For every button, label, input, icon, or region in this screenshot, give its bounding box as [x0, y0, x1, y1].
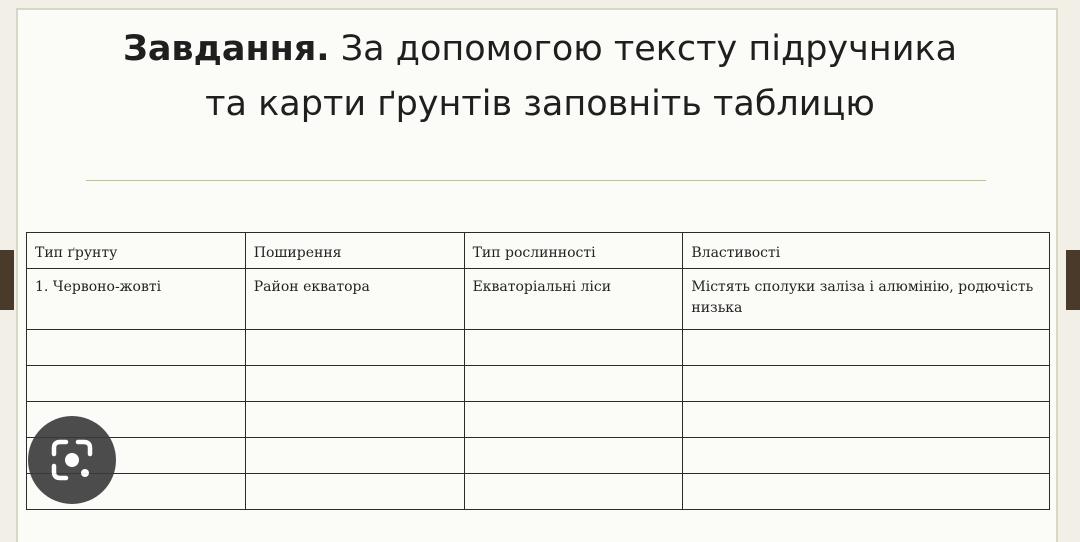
empty-cell: [245, 330, 464, 366]
divider-line: [86, 180, 986, 181]
empty-cell: [683, 438, 1050, 474]
empty-cell: [245, 402, 464, 438]
empty-cell: [464, 438, 683, 474]
empty-table-row: [27, 330, 1050, 366]
right-edge-tab: [1066, 250, 1080, 310]
cell-properties: Містять сполуки заліза і алюмінію, родючість низька: [683, 269, 1050, 330]
empty-cell: [245, 438, 464, 474]
empty-cell: [683, 402, 1050, 438]
task-label: Завдання.: [122, 29, 330, 69]
task-text-1: За допомогою тексту підручника: [329, 29, 958, 69]
empty-cell: [27, 366, 246, 402]
header-distribution: Поширення: [245, 233, 464, 269]
cell-soil-type: 1. Червоно-жовті: [27, 269, 246, 330]
header-vegetation: Тип рослинності: [464, 233, 683, 269]
task-heading-line-2: та карти ґрунтів заповніть таблицю: [205, 84, 875, 124]
empty-cell: [683, 330, 1050, 366]
task-heading: [0, 22, 1080, 132]
empty-cell: [464, 474, 683, 510]
empty-cell: [27, 330, 246, 366]
empty-table-row: [27, 402, 1050, 438]
empty-cell: [464, 330, 683, 366]
empty-table-row: [27, 438, 1050, 474]
cell-distribution: Район екватора: [245, 269, 464, 330]
empty-cell: [683, 366, 1050, 402]
header-soil-type: Тип ґрунту: [27, 233, 246, 269]
table-header-row: [27, 233, 1050, 269]
cell-vegetation: Екваторіальні ліси: [464, 269, 683, 330]
task-heading-line-1: [0, 22, 1080, 77]
header-properties: Властивості: [683, 233, 1050, 269]
table-row: [27, 269, 1050, 330]
empty-table-row: [27, 366, 1050, 402]
empty-table-row: [27, 474, 1050, 510]
google-lens-icon: [48, 436, 96, 484]
soils-table: [26, 232, 1050, 510]
empty-cell: [464, 402, 683, 438]
empty-cell: [683, 474, 1050, 510]
left-edge-tab: [0, 250, 14, 310]
google-lens-button[interactable]: [28, 416, 116, 504]
empty-cell: [464, 366, 683, 402]
empty-cell: [245, 474, 464, 510]
empty-cell: [245, 366, 464, 402]
